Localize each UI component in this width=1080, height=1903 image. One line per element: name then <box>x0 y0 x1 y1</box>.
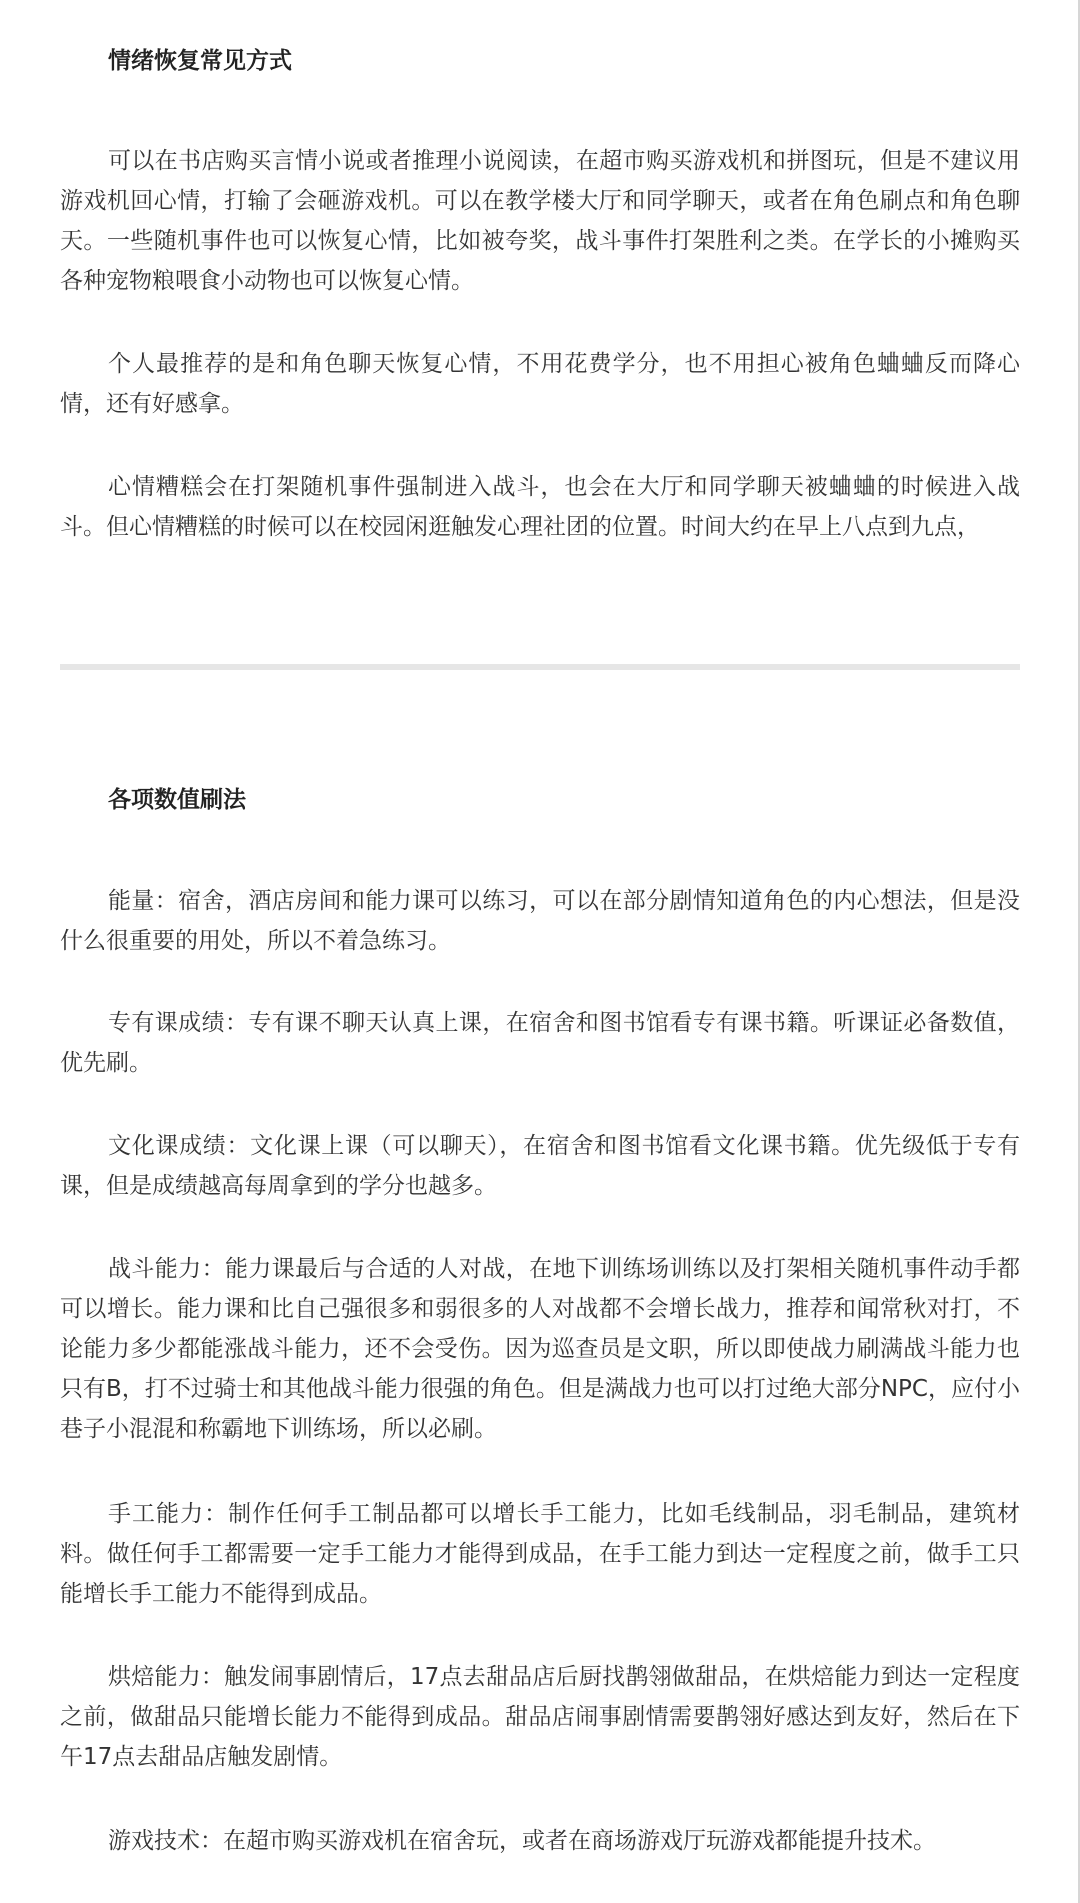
section-divider <box>60 664 1020 670</box>
section-heading-mood-recovery: 情绪恢复常见方式 <box>108 48 292 74</box>
paragraph: 手工能力：制作任何手工制品都可以增长手工能力，比如毛线制品，羽毛制品，建筑材料。做任何手工都需要一定手工能力才能得到成品，在手工能力到达一定程度之前，做手工只能增长手工能力不能得到成品。 <box>60 1501 1020 1607</box>
paragraph: 心情糟糕会在打架随机事件强制进入战斗，也会在大厅和同学聊天被蛐蛐的时候进入战斗。但心情糟糕的时候可以在校园闲逛触发心理社团的位置。时间大约在早上八点到九点， <box>60 474 1020 540</box>
paragraph: 游戏技术：在超市购买游戏机在宿舍玩，或者在商场游戏厅玩游戏都能提升技术。 <box>108 1828 936 1854</box>
paragraph: 个人最推荐的是和角色聊天恢复心情，不用花费学分，也不用担心被角色蛐蛐反而降心情，还有好感拿。 <box>60 351 1020 417</box>
paragraph: 可以在书店购买言情小说或者推理小说阅读，在超市购买游戏机和拼图玩，但是不建议用游戏机回心情，打输了会砸游戏机。可以在教学楼大厅和同学聊天，或者在角色刷点和角色聊天。一些随机事件也可以恢复心情，比如被夸奖，战斗事件打架胜利之类。在学长的小摊购买各种宠物粮喂食小动物也可以恢复心情。 <box>60 148 1020 294</box>
paragraph: 文化课成绩：文化课上课（可以聊天），在宿舍和图书馆看文化课书籍。优先级低于专有课，但是成绩越高每周拿到的学分也越多。 <box>60 1133 1020 1199</box>
paragraph: 烘焙能力：触发闹事剧情后，17点去甜品店后厨找鹊翎做甜品，在烘焙能力到达一定程度之前，做甜品只能增长能力不能得到成品。甜品店闹事剧情需要鹊翎好感达到友好，然后在下午17点去甜品店触发剧情。 <box>60 1664 1020 1770</box>
paragraph: 能量：宿舍，酒店房间和能力课可以练习，可以在部分剧情知道角色的内心想法，但是没什么很重要的用处，所以不着急练习。 <box>60 888 1020 954</box>
paragraph: 专有课成绩：专有课不聊天认真上课，在宿舍和图书馆看专有课书籍。听课证必备数值，优先刷。 <box>60 1010 1020 1076</box>
section-heading-stats-grinding: 各项数值刷法 <box>108 787 246 813</box>
paragraph: 战斗能力：能力课最后与合适的人对战，在地下训练场训练以及打架相关随机事件动手都可以增长。能力课和比自己强很多和弱很多的人对战都不会增长战力，推荐和闻常秋对打，不论能力多少都能涨战斗能力，还不会受伤。因为巡查员是文职，所以即使战力刷满战斗能力也只有B，打不过骑士和其他战斗能力很强的角色。但是满战力也可以打过绝大部分NPC，应付小巷子小混混和称霸地下训练场，所以必刷。 <box>60 1256 1020 1442</box>
